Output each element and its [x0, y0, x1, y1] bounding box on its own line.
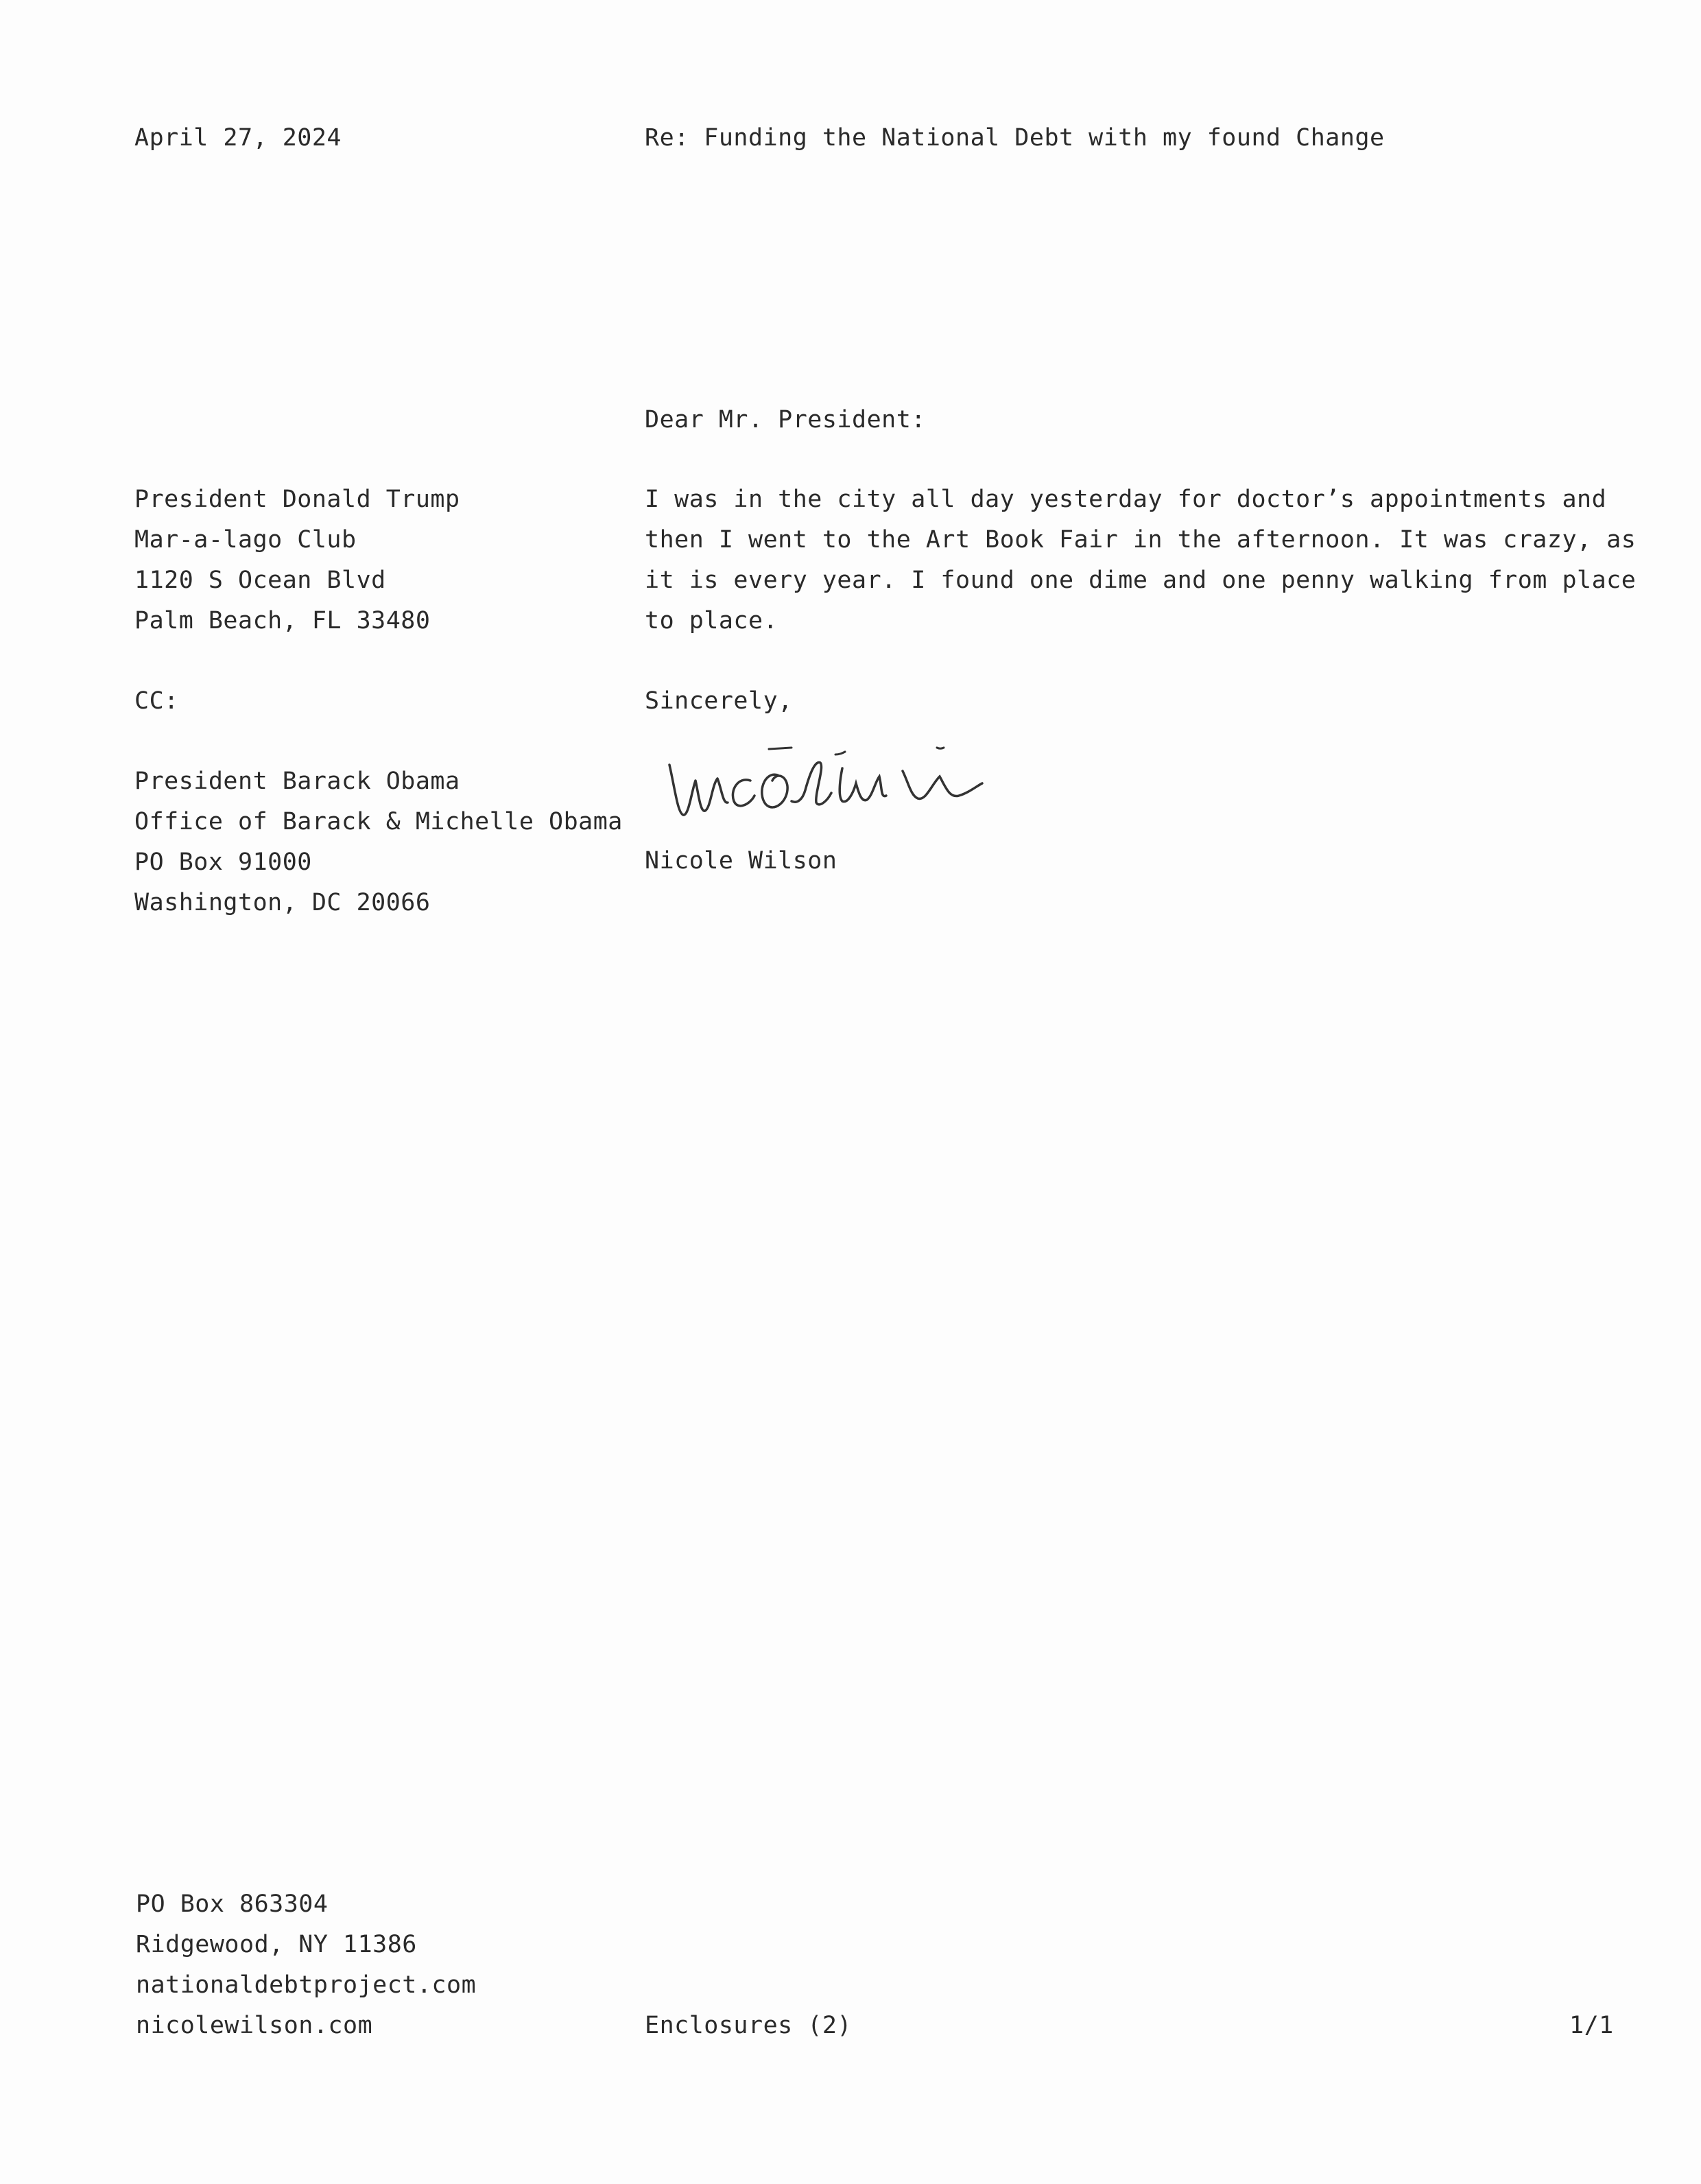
letter-subject: Re: Funding the National Debt with my found Change	[645, 124, 1385, 152]
salutation: Dear Mr. President:	[645, 406, 926, 434]
footer-line: PO Box 863304	[136, 1890, 329, 1918]
page-number: 1/1	[1569, 2012, 1614, 2039]
cc-line: PO Box 91000	[134, 848, 312, 876]
cc-line: Office of Barack & Michelle Obama	[134, 808, 623, 835]
cc-line: Washington, DC 20066	[134, 889, 431, 916]
recipient-address	[134, 479, 460, 641]
footer-line: nicolewilson.com	[136, 2012, 373, 2039]
body-line: then I went to the Art Book Fair in the afternoon. It was crazy, as	[645, 526, 1637, 554]
closing: Sincerely,	[645, 687, 793, 715]
body-line: to place.	[645, 607, 778, 634]
recipient-line: Palm Beach, FL 33480	[134, 607, 431, 634]
handwritten-signature	[663, 727, 1006, 830]
letter-date: April 27, 2024	[134, 124, 342, 152]
cc-label: CC:	[134, 687, 179, 715]
footer-line: Ridgewood, NY 11386	[136, 1931, 417, 1958]
sender-footer	[136, 1884, 476, 2046]
body-line: I was in the city all day yesterday for doctor’s appointments and	[645, 486, 1607, 513]
body-line: it is every year. I found one dime and one penny walking from place	[645, 567, 1637, 594]
cc-recipient-address	[134, 761, 623, 923]
signer-name: Nicole Wilson	[645, 847, 837, 875]
enclosures-note: Enclosures (2)	[645, 2012, 853, 2039]
recipient-line: President Donald Trump	[134, 486, 460, 513]
cc-line: President Barack Obama	[134, 768, 460, 795]
recipient-line: Mar-a-lago Club	[134, 526, 357, 554]
recipient-line: 1120 S Ocean Blvd	[134, 567, 386, 594]
letter-body	[645, 479, 1636, 641]
footer-line: nationaldebtproject.com	[136, 1971, 477, 1999]
